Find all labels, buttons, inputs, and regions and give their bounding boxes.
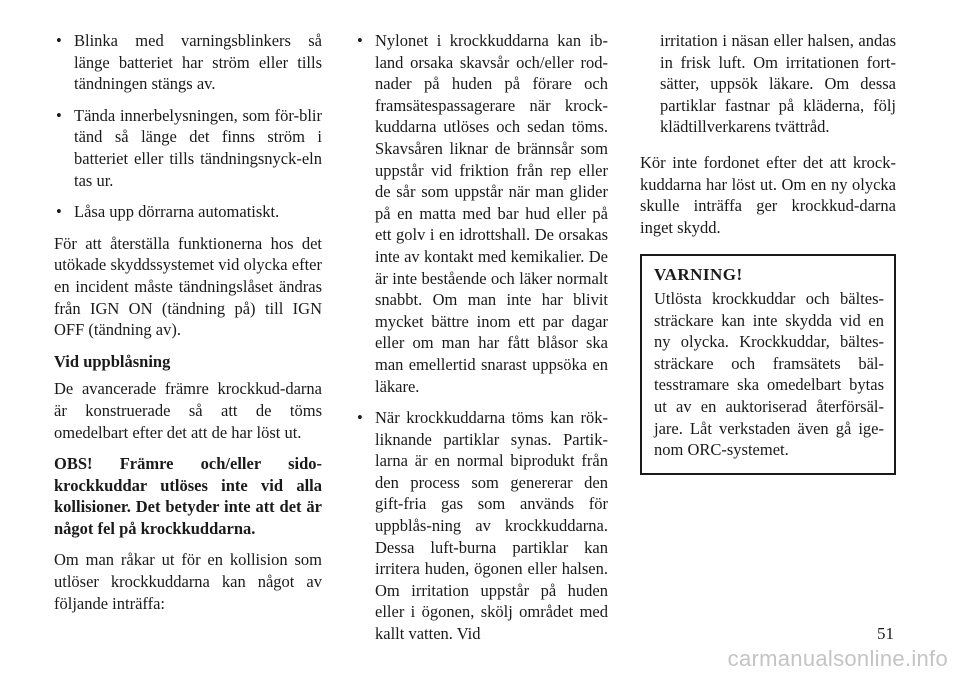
list-item: • Tända innerbelysningen, som för-blir tänd så länge det finns ström i batteriet eller tills tändningsnyck-eln tas ur. [54, 105, 322, 191]
list-item: • Låsa upp dörrarna automatiskt. [54, 201, 322, 223]
warning-text: Utlösta krockkuddar och bältes-sträckare kan inte skydda vid en ny olycka. Krockkuddar, bältes-sträckare och framsätets bäl-tesstramare ska omedelbart bytas ut av en auktoriserad återförsäl-jare. Låt verkstaden även gå ige-nom ORC-systemet. [654, 288, 884, 460]
reset-paragraph: För att återställa funktionerna hos det utökade skyddssystemet vid olycka efter en incident måste tändningslåset ändras från IGN ON (tändning på) till IGN OFF (tändning av). [54, 233, 322, 340]
deflation-paragraph: De avancerade främre krockkud-darna är konstruerade så att de töms omedelbart efter det att de har löst ut. [54, 379, 322, 442]
column-right [640, 30, 896, 475]
page-number: 51 [877, 624, 894, 643]
effects-list [355, 30, 608, 645]
list-item: • Nylonet i krockkuddarna kan ib-land orsaka skavsår och/eller rod-nader på huden på förare och framsätespassagerare när krock-kuddarna utlöses och sedan töms. Skavsåren liknar de brännsår som uppstår vid friktion från rep eller de sår som uppstår när man glider på en matta med bar hud eller på ett golv i en idrottshall. De orsakas inte av kontakt med kemikalier. De är inte bestående och läker normalt snabbt. Om man inte har blivit mycket bättre inom ett par dagar eller om man har fått blåsor ska man emellertid snarast uppsöka en läkare. [355, 30, 608, 397]
warning-title: VARNING! [654, 265, 743, 285]
column-left [54, 30, 322, 624]
list-continuation: irritation i näsan eller halsen, andas in frisk luft. Om irritationen fort-sätter, uppsök läkare. Om dessa partiklar fastnar på kläderna, följ klädtillverkarens tvättråd. [660, 31, 896, 137]
obs-note: OBS! Främre och/eller sido-krockkuddar utlöses inte vid alla kollisioner. Det betyder inte att det är något fel på krockkuddarna. [54, 454, 322, 538]
list-item: • Blinka med varningsblinkers så länge batteriet har ström eller tills tändningen stängs av. [54, 30, 322, 95]
section-heading: Vid uppblåsning [54, 351, 171, 371]
driving-paragraph: Kör inte fordonet efter det att krock-kuddarna har löst ut. Om en ny olycka skulle inträffa ger krockkud-darna inget skydd. [640, 152, 896, 237]
collision-paragraph: Om man råkar ut för en kollision som utlöser krockkuddarna kan något av följande inträffa: [54, 550, 322, 613]
column-middle [355, 30, 608, 655]
feature-list [54, 30, 322, 223]
warning-box [640, 254, 896, 474]
watermark: carmanualsonline.info [727, 646, 948, 671]
list-item: • När krockkuddarna töms kan rök-liknande partiklar synas. Partik-larna är en normal biprodukt från den process som genererar den gift-fria gas som används för uppblås-ning av krockkuddarna. Dessa luft-burna partiklar kan irritera huden, ögonen eller halsen. Om irritation uppstår på huden eller i ögonen, skölj området med kallt vatten. Vid [355, 407, 608, 645]
